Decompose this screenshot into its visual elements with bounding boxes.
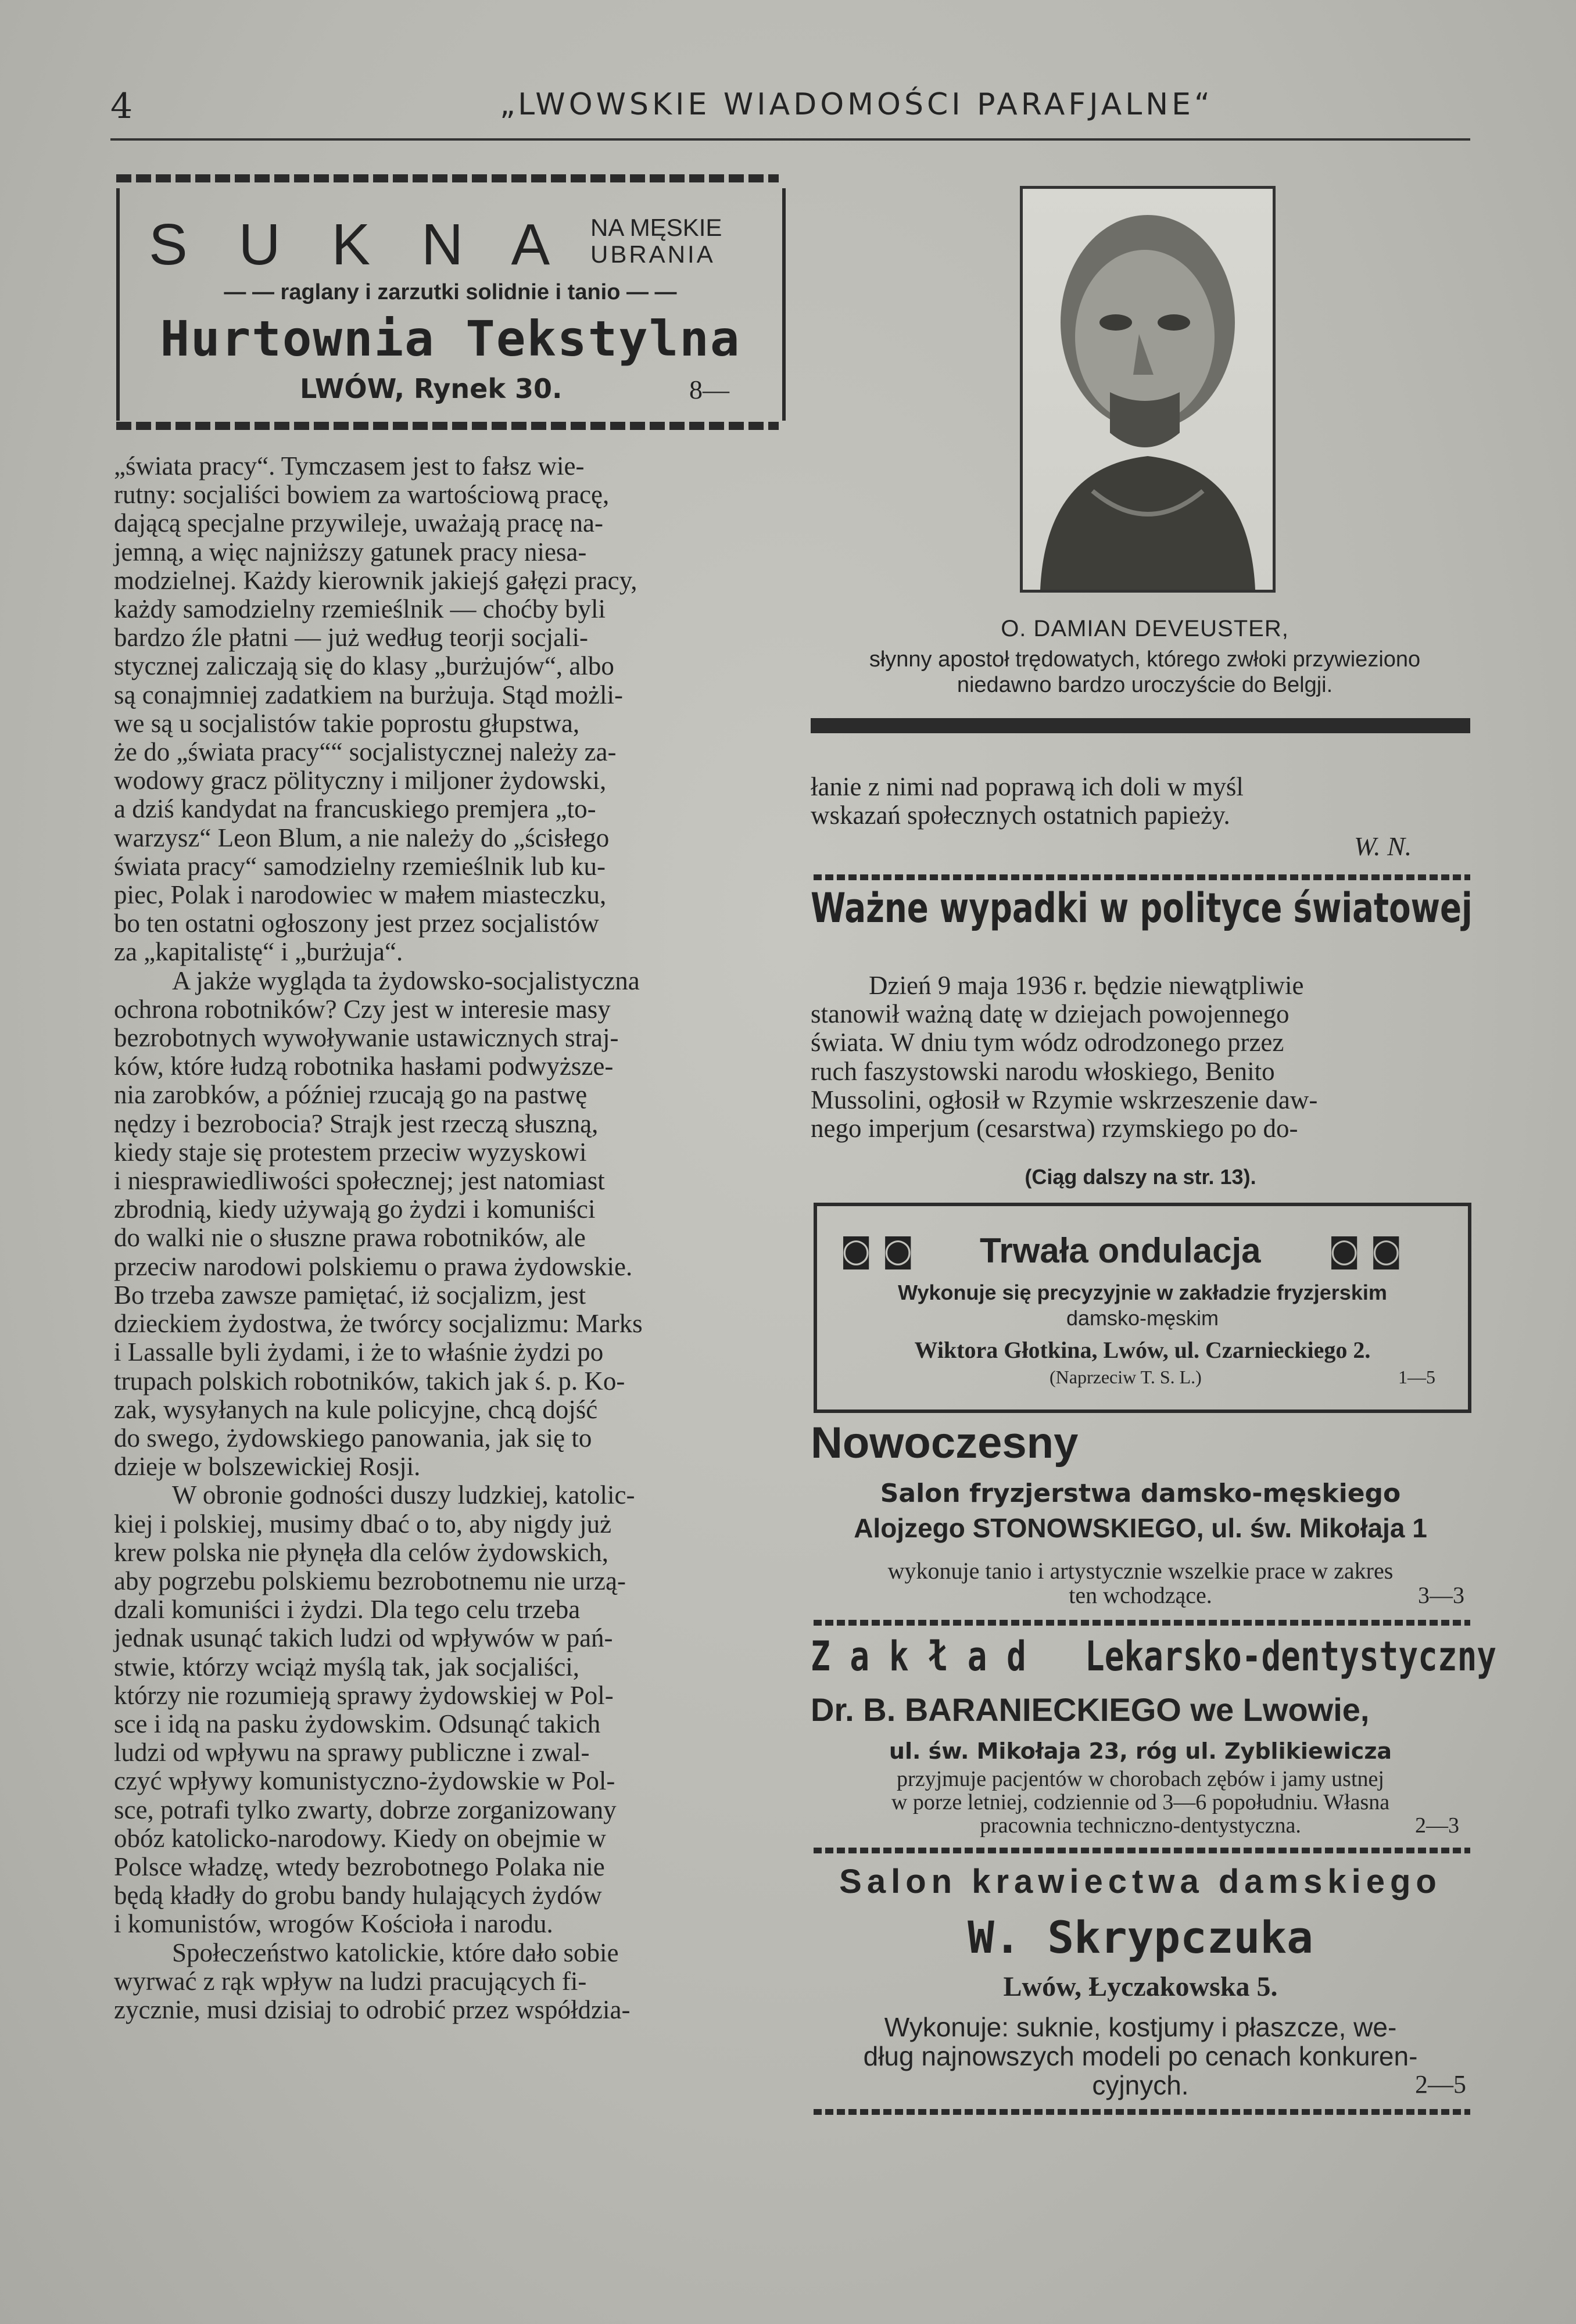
ad-zaklad-code: 2—3 [1415,1813,1459,1838]
text-line: sce, potrafi tylko zwarty, dobrze zorganizowany [114,1795,617,1824]
ad-ondulacja-title: Trwała ondulacja [980,1231,1261,1270]
text-line: Społeczeństwo katolickie, które dało sobie [172,1938,619,1967]
article-headline: Ważne wypadki w polityce światowej [811,884,1473,932]
text-line: ludzi od wpływu na sprawy publiczne i zwal- [114,1738,590,1767]
text-line: za „kapitalistę“ i „burżuja“. [114,937,403,967]
ad-ondulacja-line4: (Naprzeciw T. S. L.) [1050,1367,1202,1387]
text-line: Bo trzeba zawsze pamiętać, iż socjalizm, jest [114,1280,586,1310]
text-line: stycznej zaliczają się do klasy „burżujów“, albo [114,651,614,681]
portrait-caption-2: niedawno bardzo uroczyście do Belgji. [957,673,1333,697]
ad-sukna-tag2: UBRANIA [590,241,715,268]
text-line: będą kładły do grobu bandy hulających żydów [114,1881,602,1910]
text-line: a dziś kandydat na francuskiego premjera „to- [114,794,596,824]
ad-nowoczesny-code: 3—3 [1418,1582,1464,1608]
ad-nowoczesny-line2: Alojzego STONOWSKIEGO, ul. św. Mikołaja 1 [854,1513,1427,1543]
text-line: nia zarobków, a później rzucają go na pastwę [114,1080,588,1110]
text-line: stwie, którzy wciąż myślą tak, jak socjaliści, [114,1652,580,1681]
portrait-name: O. DAMIAN DEVEUSTER, [1001,616,1289,641]
ad-ondulacja-icons-right: ◙ ◙ [1328,1232,1402,1269]
text-line: świata pracy“ samodzielny rzemieślnik lub ku- [114,851,606,881]
text-line: zbrodnią, kiedy używają go żydzi i komuniści [114,1195,596,1224]
ad-ondulacja-code: 1—5 [1398,1367,1435,1387]
ad-zaklad-line5: pracownia techniczno-dentystyczna. [980,1813,1301,1838]
text-line: łanie z nimi nad poprawą ich doli w myśl [811,772,1244,801]
ad-ondulacja [814,1203,1471,1413]
running-head: „LWOWSKIE WIADOMOŚCI PARAFJALNE“ [500,87,1213,122]
ad-nowoczesny-line4: ten wchodzące. [1069,1582,1212,1608]
article-body [811,971,1470,1143]
text-line: rutny: socjaliści bowiem za wartościową pracę, [114,480,610,510]
ornament-rule [814,874,1470,880]
text-line: bezrobotnych wywoływanie ustawicznych straj- [114,1023,619,1053]
text-line: każdy samodzielny rzemieślnik — choćby byli [114,594,606,624]
text-line: Dzień 9 maja 1936 r. będzie niewątpliwie [869,971,1304,1000]
ad-salon-title: Salon krawiectwa damskiego [839,1863,1442,1900]
ad-salon-line1: Wykonuje: suknie, kostjumy i płaszcze, we- [884,2012,1397,2042]
text-line: nego imperjum (cesarstwa) rzymskiego po do- [811,1114,1298,1143]
text-line: wskazań społecznych ostatnich papieży. [811,801,1230,830]
text-line: stanowił ważną datę w dziejach powojennego [811,999,1290,1029]
text-line: jemną, a więc najniższy gatunek pracy niesa- [114,537,587,566]
page-number: 4 [110,86,133,127]
text-line: wyrwać z rąk wpływ na ludzi pracujących fi- [114,1966,587,1996]
text-line: do walki nie o słuszne prawa robotników, ale [114,1223,586,1253]
text-line: bardzo źle płatni — już według teorji socjali- [114,623,588,652]
text-line: sce i idą na pasku żydowskim. Odsunąć takich [114,1709,601,1738]
ad-salon-address: Lwów, Łyczakowska 5. [1003,1971,1278,2002]
text-line: nędzy i bezrobocia? Strajk jest rzeczą słuszną, [114,1109,599,1138]
text-line: piec, Polak i narodowiec w małem miasteczku, [114,880,607,910]
text-line: jednak usunąć takich ludzi od wpływów w pań- [114,1623,613,1653]
text-line: kiedy staje się protestem przeciw wyzyskowi [114,1137,587,1167]
ad-zaklad-line3: przyjmuje pacjentów w chorobach zębów i jamy ustnej [897,1767,1384,1791]
ad-zaklad-line1: Dr. B. BARANIECKIEGO we Lwowie, [811,1691,1370,1728]
ad-bottom-rule [116,422,779,430]
ad-salon-line3: cyjnych. [1092,2070,1189,2100]
text-line: do swego, żydowskiego panowania, jak się to [114,1423,592,1452]
ad-ondulacja-line3: Wiktora Głotkina, Lwów, ul. Czarnieckiego 2. [914,1337,1371,1363]
text-line: bo ten ostatni ogłoszony jest przez socjalistów [114,909,599,938]
text-line: dzali komuniści i żydzi. Dla tego celu trzeba [114,1595,581,1624]
ad-salon-line2: dług najnowszych modeli po cenach konkuren- [863,2041,1418,2071]
continued-note: (Ciąg dalszy na str. 13). [1025,1165,1256,1189]
left-column [114,452,771,2024]
text-line: ków, które łudzą robotnika hasłami podwyższe- [114,1052,614,1081]
ad-zaklad-line2: ul. św. Mikołaja 23, róg ul. Zyblikiewicza [889,1738,1392,1764]
text-line: i komunistów, wrogów Kościoła i narodu. [114,1909,553,1939]
ad-zaklad-title: Z a k ł a d Lekarsko-dentystyczny [811,1633,1497,1680]
text-line: którzy nie rozumieją sprawy żydowskiej w Pol- [114,1680,614,1710]
text-line: ruch faszystowski narodu włoskiego, Benito [811,1056,1275,1086]
text-line: czyć wpływy komunistyczno-żydowskie w Pol- [114,1766,615,1796]
right-top-text [811,773,1470,830]
text-line: Mussolini, ogłosił w Rzymie wskrzeszenie daw- [811,1085,1318,1114]
heavy-rule [811,718,1470,733]
ad-nowoczesny-line3: wykonuje tanio i artystycznie wszelkie prace w zakres [887,1558,1394,1584]
ad-sukna [116,174,779,430]
text-line: świata. W dniu tym wódz odrodzonego przez [811,1028,1284,1057]
text-line: zak, wysyłanych na kule policyjne, chcą dojść [114,1394,598,1424]
ad-sukna-code: 8— [689,375,729,404]
text-line: „świata pracy“. Tymczasem jest to fałsz wie- [114,451,585,480]
text-line: aby pogrzebu polskiemu bezrobotnemu nie urzą- [114,1566,626,1595]
ad-ondulacja-line2: damsko-męskim [1066,1306,1219,1330]
text-line: zycznie, musi dzisiaj to odrobić przez współdzia- [114,1995,631,2024]
text-line: kiej i polskiej, musimy dbać o to, aby nigdy już [114,1509,612,1538]
signature: W. N. [1354,831,1412,861]
ad-nowoczesny-line1: Salon fryzjerstwa damsko-męskiego [880,1479,1401,1508]
ad-top-rule [116,174,779,182]
text-line: i niesprawiedliwości społecznej; jest natomiast [114,1166,605,1196]
text-line: trupach polskich robotników, takich jak ś. p. Ko- [114,1366,625,1396]
ornament-rule [814,2109,1470,2115]
ad-salon-code: 2—5 [1415,2070,1466,2099]
text-line: obóz katolicko-narodowy. Kiedy on obejmie w [114,1823,606,1853]
ad-ondulacja-icons-left: ◙ ◙ [840,1232,914,1269]
ad-nowoczesny-title: Nowoczesny [811,1418,1079,1468]
header-rule [110,138,1470,141]
text-line: ochrona robotników? Czy jest w interesie masy [114,994,611,1024]
text-line: dającą specjalne przywileje, uważają pracę na- [114,508,603,538]
text-line: wodowy gracz pölityczny i miljoner żydowski, [114,766,607,795]
text-line: modzielnej. Każdy kierownik jakiejś gałęzi pracy, [114,565,637,595]
ad-ondulacja-line1: Wykonuje się precyzyjnie w zakładzie fryzjerskim [898,1281,1387,1304]
ad-sukna-company: Hurtownia Tekstylna [160,310,741,367]
text-line: dzieje w bolszewickiej Rosji. [114,1452,421,1482]
text-line: Polsce władzę, wtedy bezrobotnego Polaka nie [114,1852,605,1881]
text-line: A jakże wygląda ta żydowsko-socjalistyczna [172,966,640,995]
text-line: we są u socjalistów takie poprostu głupstwa, [114,708,580,738]
ornament-rule [814,1620,1470,1626]
text-line: krew polska nie płynęła dla celów żydowskich, [114,1537,609,1567]
ad-sukna-subline: — — raglany i zarzutki solidnie i tanio — — [224,280,677,304]
text-line: że do „świata pracy““ socjalistycznej należy za- [114,737,617,767]
portrait-photo [1023,189,1273,590]
text-line: dzieckiem żydostwa, że twórcy socjalizmu: Marks [114,1309,643,1339]
text-line: i Lassalle byli żydami, i że to właśnie żydzi po [114,1337,604,1367]
ad-sukna-title: S U K N A [149,212,568,277]
ad-salon-name: W. Skrypczuka [968,1911,1313,1963]
ornament-rule [814,1848,1470,1853]
text-line: W obronie godności duszy ludzkiej, katolic- [172,1480,635,1510]
ad-zaklad-line4: w porze letniej, codziennie od 3—6 popołudniu. Własna [891,1790,1390,1814]
text-line: przeciw narodowi polskiemu o prawa żydowskie. [114,1251,633,1281]
text-line: warzysz“ Leon Blum, a nie należy do „ścisłego [114,823,610,852]
ad-sukna-address: LWÓW, Rynek 30. [300,373,563,404]
ad-sukna-tag1: NA MĘSKIE [590,214,722,241]
portrait-caption-1: słynny apostoł trędowatych, którego zwłoki przywieziono [869,647,1421,672]
text-line: są conajmniej zadatkiem na burżuja. Stąd możli- [114,680,623,709]
portrait-frame [1020,186,1276,593]
